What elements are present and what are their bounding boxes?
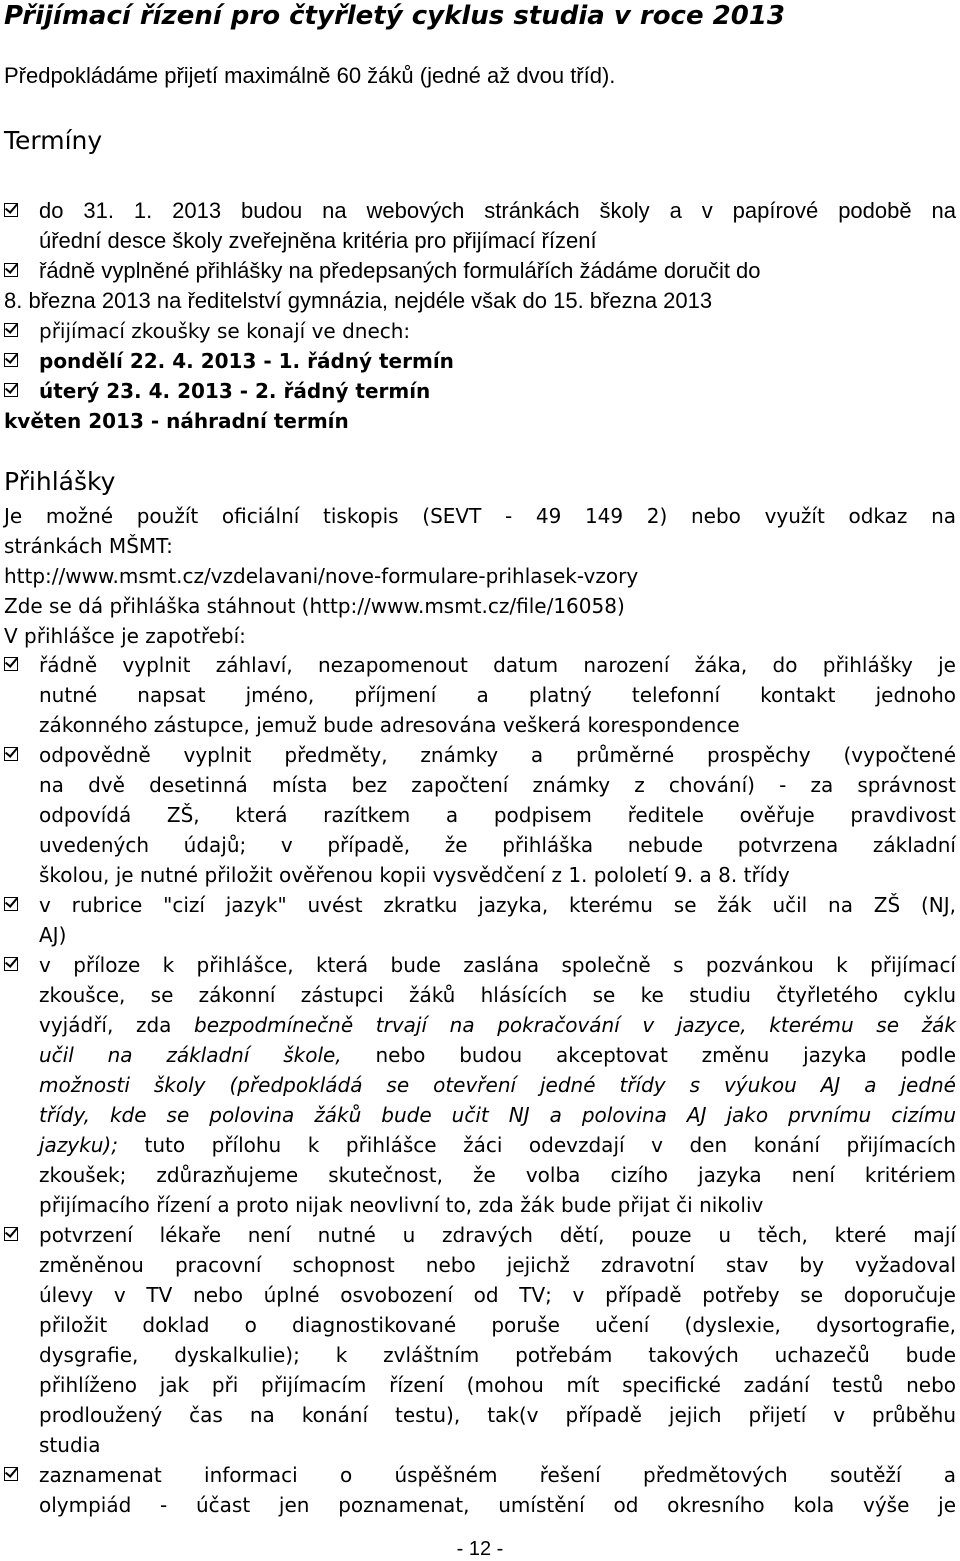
list-item-text: úřední desce školy zveřejněna kritéria pro přijímací řízení	[39, 228, 597, 253]
page-title: Přijímací řízení pro čtyřletý cyklus studia v roce 2013	[4, 1, 786, 31]
list-item-text: školou, je nutné přiložit ověřenou kopii vysvědčení z 1. pololetí 9. a 8. třídy	[39, 863, 790, 887]
list-item-text: přiložit doklad o diagnostikované poruše učení (dyslexie, dysortografie,	[39, 1313, 956, 1337]
prihlasky-heading: Přihlášky	[4, 467, 116, 496]
list-item-text: řádně vyplněné přihlášky na předepsaných formulářích žádáme doručit do	[39, 258, 761, 283]
list-item-text: na dvě desetinná místa bez započtení známky z chování) - za správnost	[39, 773, 956, 797]
list-item	[0, 256, 960, 286]
list-item-cont	[0, 226, 960, 256]
checkbox-icon	[4, 957, 18, 971]
list-item-text: 8. března 2013 na ředitelství gymnázia, nejdéle však do 15. března 2013	[4, 288, 713, 313]
text-line: Zde se dá přihláška stáhnout (http://www.msmt.cz/file/16058)	[4, 594, 625, 618]
list-item-text: do 31. 1. 2013 budou na webových stránkách školy a v papírové podobě na	[39, 198, 956, 223]
list-item-text: dysgrafie, dyskalkulie); k zvláštním potřebám takových uchazečů bude	[39, 1343, 956, 1367]
list-item	[0, 346, 960, 376]
text-line: V přihlášce je zapotřebí:	[4, 624, 246, 648]
list-item	[0, 316, 960, 346]
list-item	[0, 650, 960, 680]
exam-date-2: úterý 23. 4. 2013 - 2. řádný termín	[39, 379, 431, 403]
italic-text: jazyku);	[39, 1133, 118, 1157]
checkbox-icon	[4, 1227, 18, 1241]
list-item-text: úlevy v TV nebo úplné osvobození od TV; v případě potřeby se doporučuje	[39, 1283, 956, 1307]
list-item-text: přihlíženo jak při přijímacím řízení (mohou mít specifické zadání testů nebo	[39, 1373, 956, 1397]
exam-date-1: pondělí 22. 4. 2013 - 1. řádný termín	[39, 349, 454, 373]
requirements-list	[0, 650, 960, 1520]
intro-text: Předpokládáme přijetí maximálně 60 žáků (jedné až dvou tříd).	[4, 63, 616, 88]
list-item-text: zaznamenat informaci o úspěšném řešení předmětových soutěží a	[39, 1463, 956, 1487]
link-text[interactable]: http://www.msmt.cz/vzdelavani/nove-formulare-prihlasek-vzory	[4, 564, 639, 588]
italic-text: možnosti školy (předpokládá se otevření jedné třídy s výukou AJ a jedné	[39, 1073, 956, 1097]
italic-text: učil na základní škole,	[39, 1043, 342, 1067]
checkbox-icon	[4, 323, 18, 337]
list-item-text: zkoušek; zdůrazňujeme skutečnost, že volba cizího jazyka není kritériem	[39, 1163, 956, 1187]
list-item	[0, 196, 960, 226]
prihlasky-text	[0, 501, 960, 651]
list-item-text: nutné napsat jméno, příjmení a platný telefonní kontakt jednoho	[39, 683, 956, 707]
list-item-cont	[0, 286, 960, 316]
terminy-heading: Termíny	[4, 126, 103, 155]
list-item-text: vyjádří, zda	[39, 1013, 195, 1037]
checkbox-icon	[4, 657, 18, 671]
list-item-text: nebo budou akceptovat změnu jazyka podle	[341, 1043, 956, 1067]
list-item-text: uvedených údajů; v případě, že přihláška nebude potvrzena základní	[39, 833, 956, 857]
list-item-text: prodloužený čas na konání testu), tak(v případě jejich přijetí v průběhu	[39, 1403, 956, 1427]
list-item	[0, 1220, 960, 1250]
list-item-text: v rubrice "cizí jazyk" uvést zkratku jazyka, kterému se žák učil na ZŠ (NJ,	[39, 893, 956, 917]
list-item-plain	[0, 406, 960, 436]
list-item-text: řádně vyplnit záhlaví, nezapomenout datum narození žáka, do přihlášky je	[39, 653, 956, 677]
list-item	[0, 890, 960, 920]
list-item	[0, 376, 960, 406]
list-item-text: potvrzení lékaře není nutné u zdravých dětí, pouze u těch, které mají	[39, 1223, 956, 1247]
checkbox-icon	[4, 747, 18, 761]
list-item-text: tuto přílohu k přihlášce žáci odevzdají v den konání přijímacích	[117, 1133, 956, 1157]
list-item-text: zkoušce, se zákonní zástupci žáků hlásících se ke studiu čtyřletého cyklu	[39, 983, 956, 1007]
checkbox-icon	[4, 897, 18, 911]
list-item	[0, 1460, 960, 1490]
list-item-text: olympiád - účast jen poznamenat, umístění od okresního kola výše je	[39, 1493, 956, 1517]
list-item-text: AJ)	[39, 923, 67, 947]
list-item-text: změněnou pracovní schopnost nebo jejichž zdravotní stav by vyžadoval	[39, 1253, 956, 1277]
list-item-text: studia	[39, 1433, 101, 1457]
checkbox-icon	[4, 263, 18, 277]
list-item-text: v příloze k přihlášce, která bude zaslána společně s pozvánkou k přijímací	[39, 953, 956, 977]
list-item-text: odpovídá ZŠ, která razítkem a podpisem ředitele ověřuje pravdivost	[39, 803, 956, 827]
list-item-text: přijímacího řízení a proto nijak neovlivní to, zda žák bude přijat či nikoliv	[39, 1193, 764, 1217]
text-line: stránkách MŠMT:	[4, 534, 173, 558]
replacement-date: květen 2013 - náhradní termín	[4, 409, 349, 433]
terminy-list	[0, 196, 960, 436]
checkbox-icon	[4, 1467, 18, 1481]
list-item	[0, 740, 960, 770]
text-line: Je možné použít oficiální tiskopis (SEVT - 49 149 2) nebo využít odkaz na	[4, 504, 956, 528]
italic-text: třídy, kde se polovina žáků bude učit NJ a polovina AJ jako prvnímu cizímu	[39, 1103, 956, 1127]
italic-text: bezpodmínečně trvají na pokračování v jazyce, kterému se žák	[194, 1013, 956, 1037]
checkbox-icon	[4, 383, 18, 397]
list-item-text: přijímací zkoušky se konají ve dnech:	[39, 319, 411, 343]
list-item-text: odpovědně vyplnit předměty, známky a průměrné prospěchy (vypočtené	[39, 743, 956, 767]
page-number: - 12 -	[456, 1538, 504, 1560]
checkbox-icon	[4, 203, 18, 217]
list-item	[0, 950, 960, 980]
checkbox-icon	[4, 353, 18, 367]
list-item-text: zákonného zástupce, jemuž bude adresována veškerá korespondence	[39, 713, 740, 737]
